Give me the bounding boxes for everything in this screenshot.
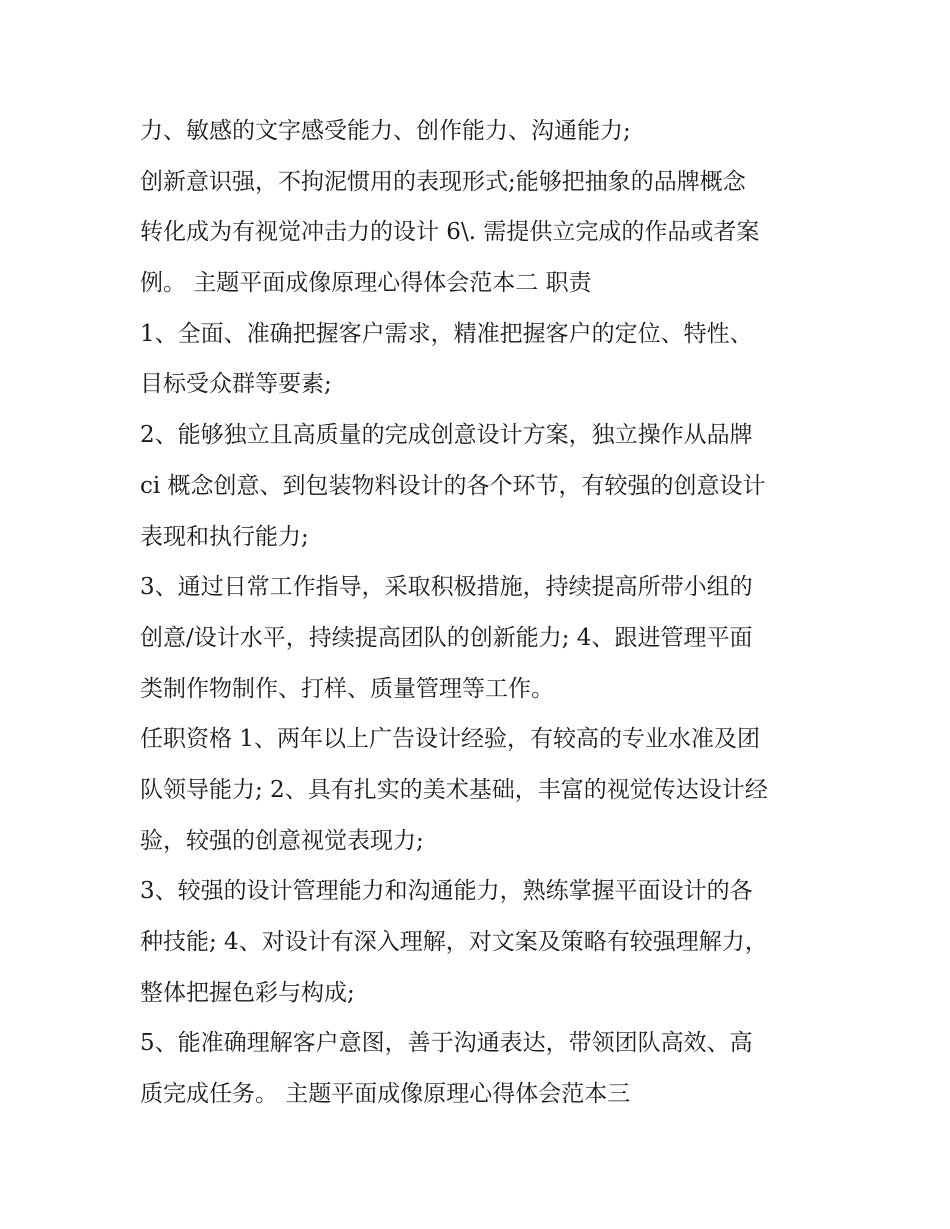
text-line: 验，较强的创意视觉表现力; (140, 827, 424, 854)
text-line: 1、全面、准确把握客户需求，精准把握客户的定位、特性、 (140, 320, 753, 347)
text-line: 队领导能力; 2、具有扎实的美术基础，丰富的视觉传达设计经 (140, 776, 768, 803)
text-line: 5、能准确理解客户意图，善于沟通表达，带领团队高效、高 (140, 1030, 753, 1057)
text-line: 力、敏感的文字感受能力、创作能力、沟通能力; (140, 118, 631, 144)
text-line: 类制作物制作、打样、质量管理等工作。 (140, 675, 554, 702)
text-line: 创意/设计水平，持续提高团队的创新能力; 4、跟进管理平面 (140, 624, 753, 651)
text-line: 表现和执行能力; (140, 523, 309, 550)
text-line: 种技能; 4、对设计有深入理解，对文案及策略有较强理解力， (140, 929, 768, 955)
text-line: 创新意识强，不拘泥惯用的表现形式;能够把抽象的品牌概念 (140, 168, 746, 195)
text-line: 目标受众群等要素; (140, 371, 332, 398)
text-line: 整体把握色彩与构成; (140, 979, 355, 1006)
document-body (140, 106, 820, 1120)
text-line: 质完成任务。 主题平面成像原理心得体会范本三 (140, 1081, 631, 1108)
text-line: 转化成为有视觉冲击力的设计 6\. 需提供立完成的作品或者案 (140, 219, 760, 246)
text-line: 3、通过日常工作指导，采取积极措施，持续提高所带小组的 (140, 574, 753, 601)
text-line: 任职资格 1、两年以上广告设计经验，有较高的专业水准及团 (140, 726, 760, 753)
text-line: 2、能够独立且高质量的完成创意设计方案，独立操作从品牌 (140, 422, 753, 449)
text-line: 例。 主题平面成像原理心得体会范本二 职责 (140, 270, 592, 297)
text-line: 3、较强的设计管理能力和沟通能力，熟练掌握平面设计的各 (140, 878, 753, 905)
text-line: ci 概念创意、到包装物料设计的各个环节，有较强的创意设计 (140, 472, 766, 499)
